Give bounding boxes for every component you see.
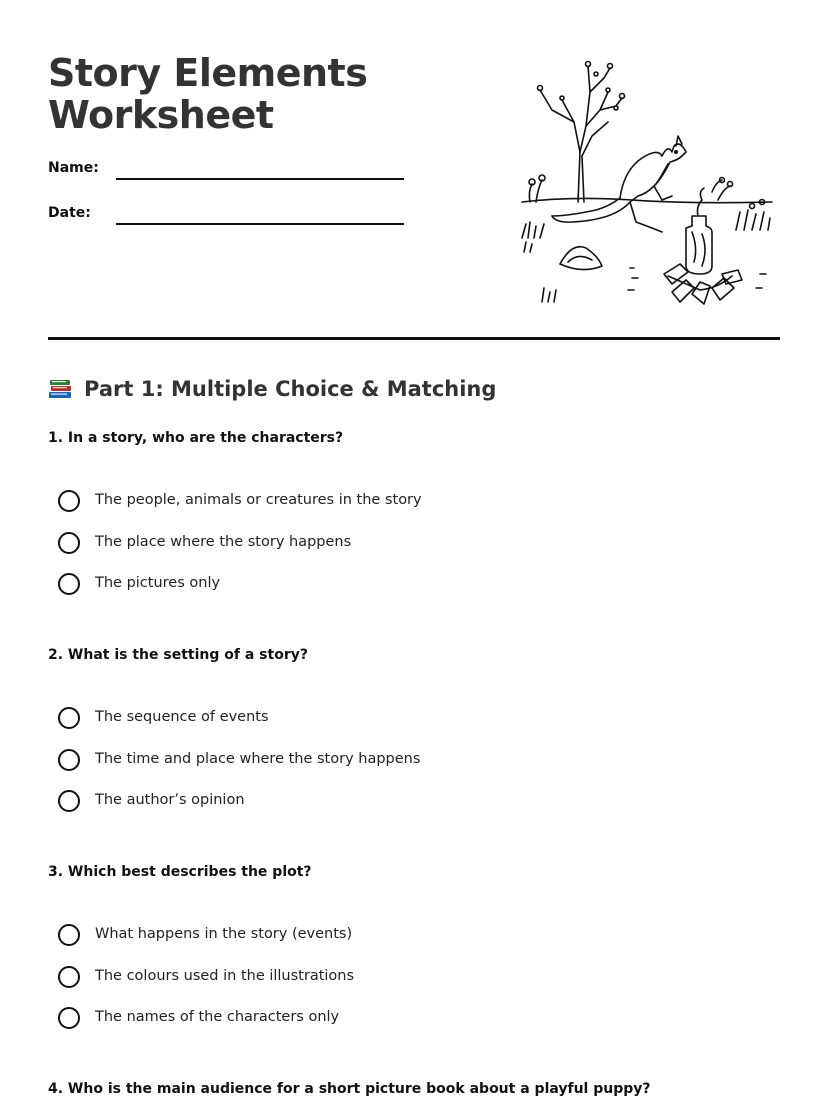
answer-option[interactable] (48, 1007, 788, 1049)
date-field[interactable] (48, 205, 408, 229)
date-input-line[interactable] (116, 223, 404, 225)
answer-option[interactable] (48, 573, 788, 615)
radio-button[interactable] (58, 1007, 80, 1029)
answer-option[interactable] (48, 924, 788, 966)
option-label: The place where the story happens (95, 533, 352, 550)
question-4 (48, 1079, 788, 1099)
section-title: Part 1: Multiple Choice & Matching (84, 377, 497, 401)
question-text: 1. In a story, who are the characters? (48, 430, 344, 446)
name-input-line[interactable] (116, 178, 404, 180)
option-label: The sequence of events (95, 709, 269, 725)
option-label: The pictures only (95, 575, 221, 591)
question-2 (48, 645, 788, 832)
option-label: The time and place where the story happens (95, 750, 421, 767)
question-text: 4. Who is the main audience for a short picture book about a playful puppy? (48, 1081, 651, 1097)
option-label: The colours used in the illustrations (95, 967, 355, 984)
radio-button[interactable] (58, 749, 80, 771)
section-heading (48, 374, 496, 404)
radio-button[interactable] (58, 532, 80, 554)
date-label: Date: (48, 205, 91, 221)
answer-option[interactable] (48, 707, 788, 749)
answer-option[interactable] (48, 749, 788, 791)
question-text: 3. Which best describes the plot? (48, 864, 312, 880)
question-1 (48, 428, 788, 615)
worksheet-title: Story Elements Worksheet (48, 51, 368, 137)
option-label: The author’s opinion (95, 792, 245, 808)
radio-button[interactable] (58, 966, 80, 988)
option-label: The names of the characters only (95, 1009, 340, 1025)
question-3 (48, 862, 788, 1049)
name-label: Name: (48, 160, 99, 176)
question-text: 2. What is the setting of a story? (48, 647, 308, 663)
radio-button[interactable] (58, 490, 80, 512)
radio-button[interactable] (58, 707, 80, 729)
answer-option[interactable] (48, 532, 788, 574)
kangaroo-campfire-illustration (512, 52, 780, 314)
radio-button[interactable] (58, 924, 80, 946)
option-label: What happens in the story (events) (95, 926, 353, 942)
answer-option[interactable] (48, 490, 788, 532)
name-field[interactable] (48, 160, 408, 184)
radio-button[interactable] (58, 573, 80, 595)
answer-option[interactable] (48, 966, 788, 1008)
radio-button[interactable] (58, 790, 80, 812)
header-divider (48, 337, 780, 340)
books-icon (48, 378, 74, 400)
answer-option[interactable] (48, 790, 788, 832)
option-label: The people, animals or creatures in the story (95, 492, 422, 508)
